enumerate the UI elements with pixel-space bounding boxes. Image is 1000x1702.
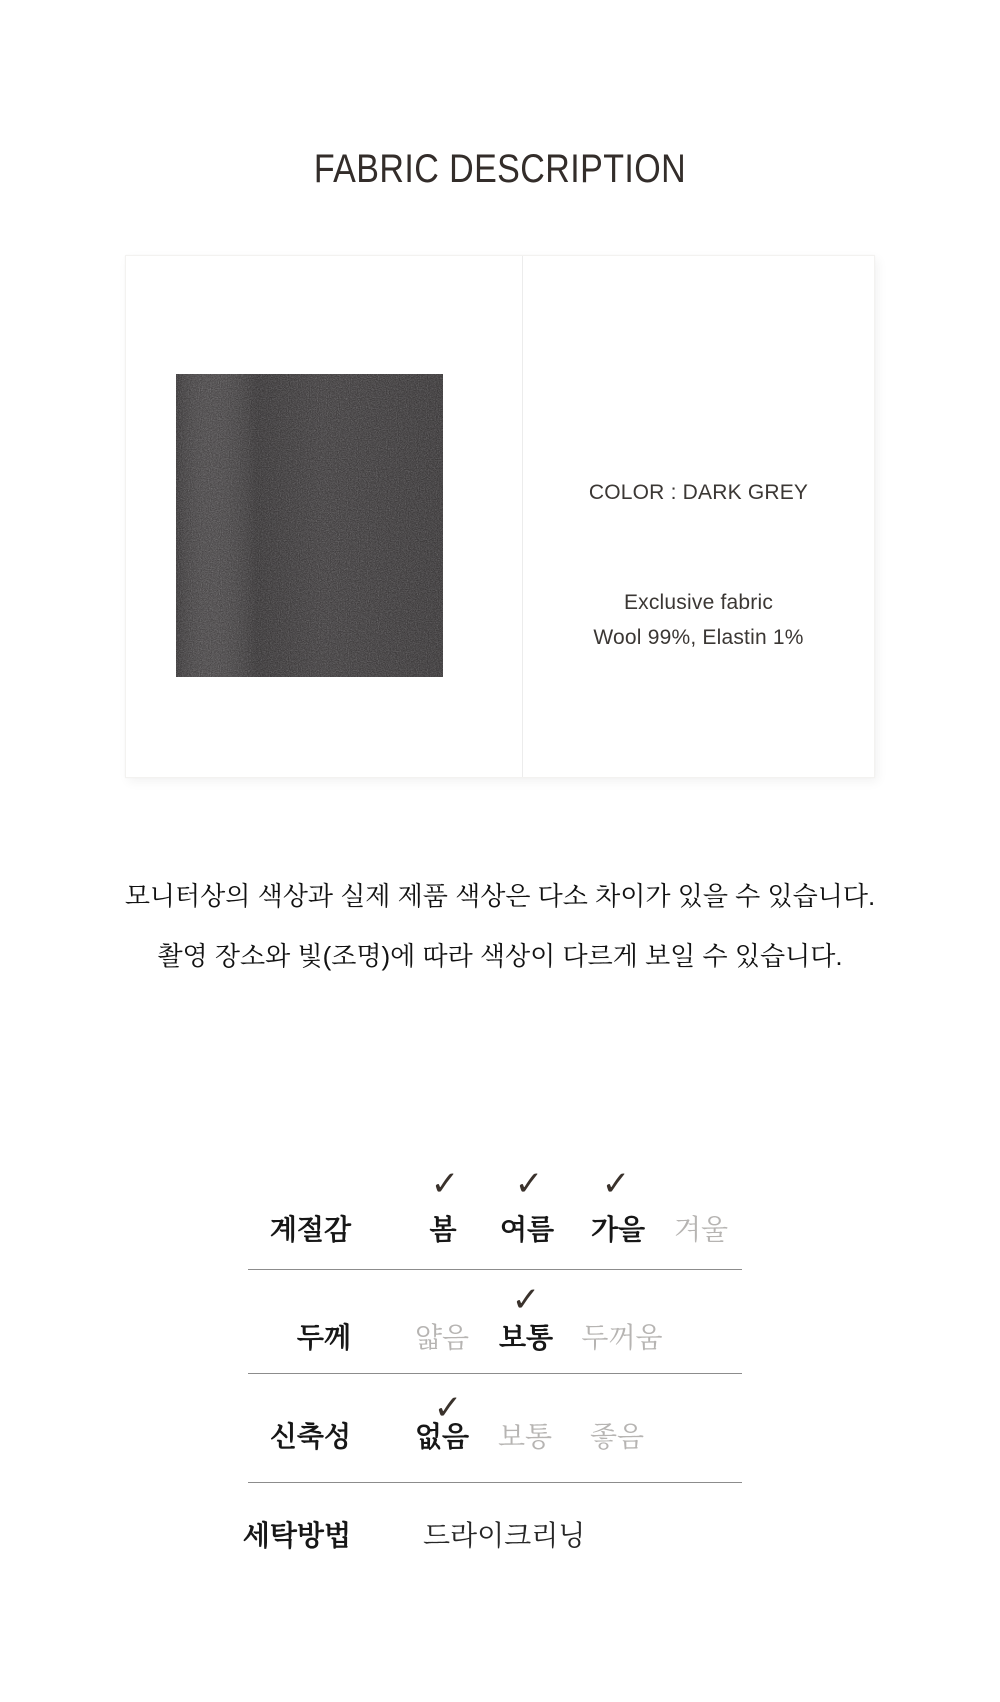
attribute-label-elasticity: 신축성 — [269, 1421, 351, 1452]
color-label: COLOR : DARK GREY — [588, 481, 809, 504]
check-icon: ✓ — [514, 1164, 544, 1204]
fabric-name: Exclusive fabric — [623, 591, 774, 614]
notice-line-2: 촬영 장소와 빛(조명)에 따라 색상이 다르게 보일 수 있습니다. — [157, 941, 843, 971]
option-label: 봄 — [429, 1214, 457, 1245]
option-label: 겨울 — [673, 1214, 729, 1245]
color-notice — [0, 866, 1000, 986]
option-label: 두꺼움 — [581, 1322, 663, 1353]
fabric-texture-svg — [176, 374, 443, 677]
row-divider — [248, 1373, 742, 1374]
fabric-swatch-image — [176, 374, 443, 677]
check-icon: ✓ — [430, 1164, 460, 1204]
fabric-composition: Wool 99%, Elastin 1% — [593, 626, 804, 649]
option-label: 보통 — [497, 1421, 553, 1452]
option-label: 가을 — [590, 1214, 646, 1245]
row-divider — [248, 1269, 742, 1270]
notice-line-1: 모니터상의 색상과 실제 제품 색상은 다소 차이가 있을 수 있습니다. — [124, 881, 876, 911]
check-icon: ✓ — [511, 1280, 541, 1320]
row-divider — [248, 1482, 742, 1483]
attribute-label-thickness: 두께 — [296, 1322, 351, 1353]
check-icon: ✓ — [601, 1164, 631, 1204]
option-label: 얇음 — [414, 1322, 470, 1353]
option-label: 좋음 — [589, 1421, 645, 1452]
option-label: 여름 — [499, 1214, 555, 1245]
care-method-value: 드라이크리닝 — [423, 1520, 586, 1551]
option-label: 보통 — [498, 1322, 554, 1353]
page-title: FABRIC DESCRIPTION — [313, 147, 687, 191]
attribute-label-season: 계절감 — [269, 1214, 351, 1245]
option-label: 없음 — [414, 1421, 470, 1452]
swatch-panel — [126, 256, 522, 777]
fabric-card — [125, 255, 875, 778]
fabric-attributes-table — [242, 1156, 742, 1576]
check-icon: ✓ — [433, 1388, 463, 1428]
info-panel — [522, 256, 874, 777]
attribute-label-care: 세탁방법 — [242, 1520, 351, 1551]
